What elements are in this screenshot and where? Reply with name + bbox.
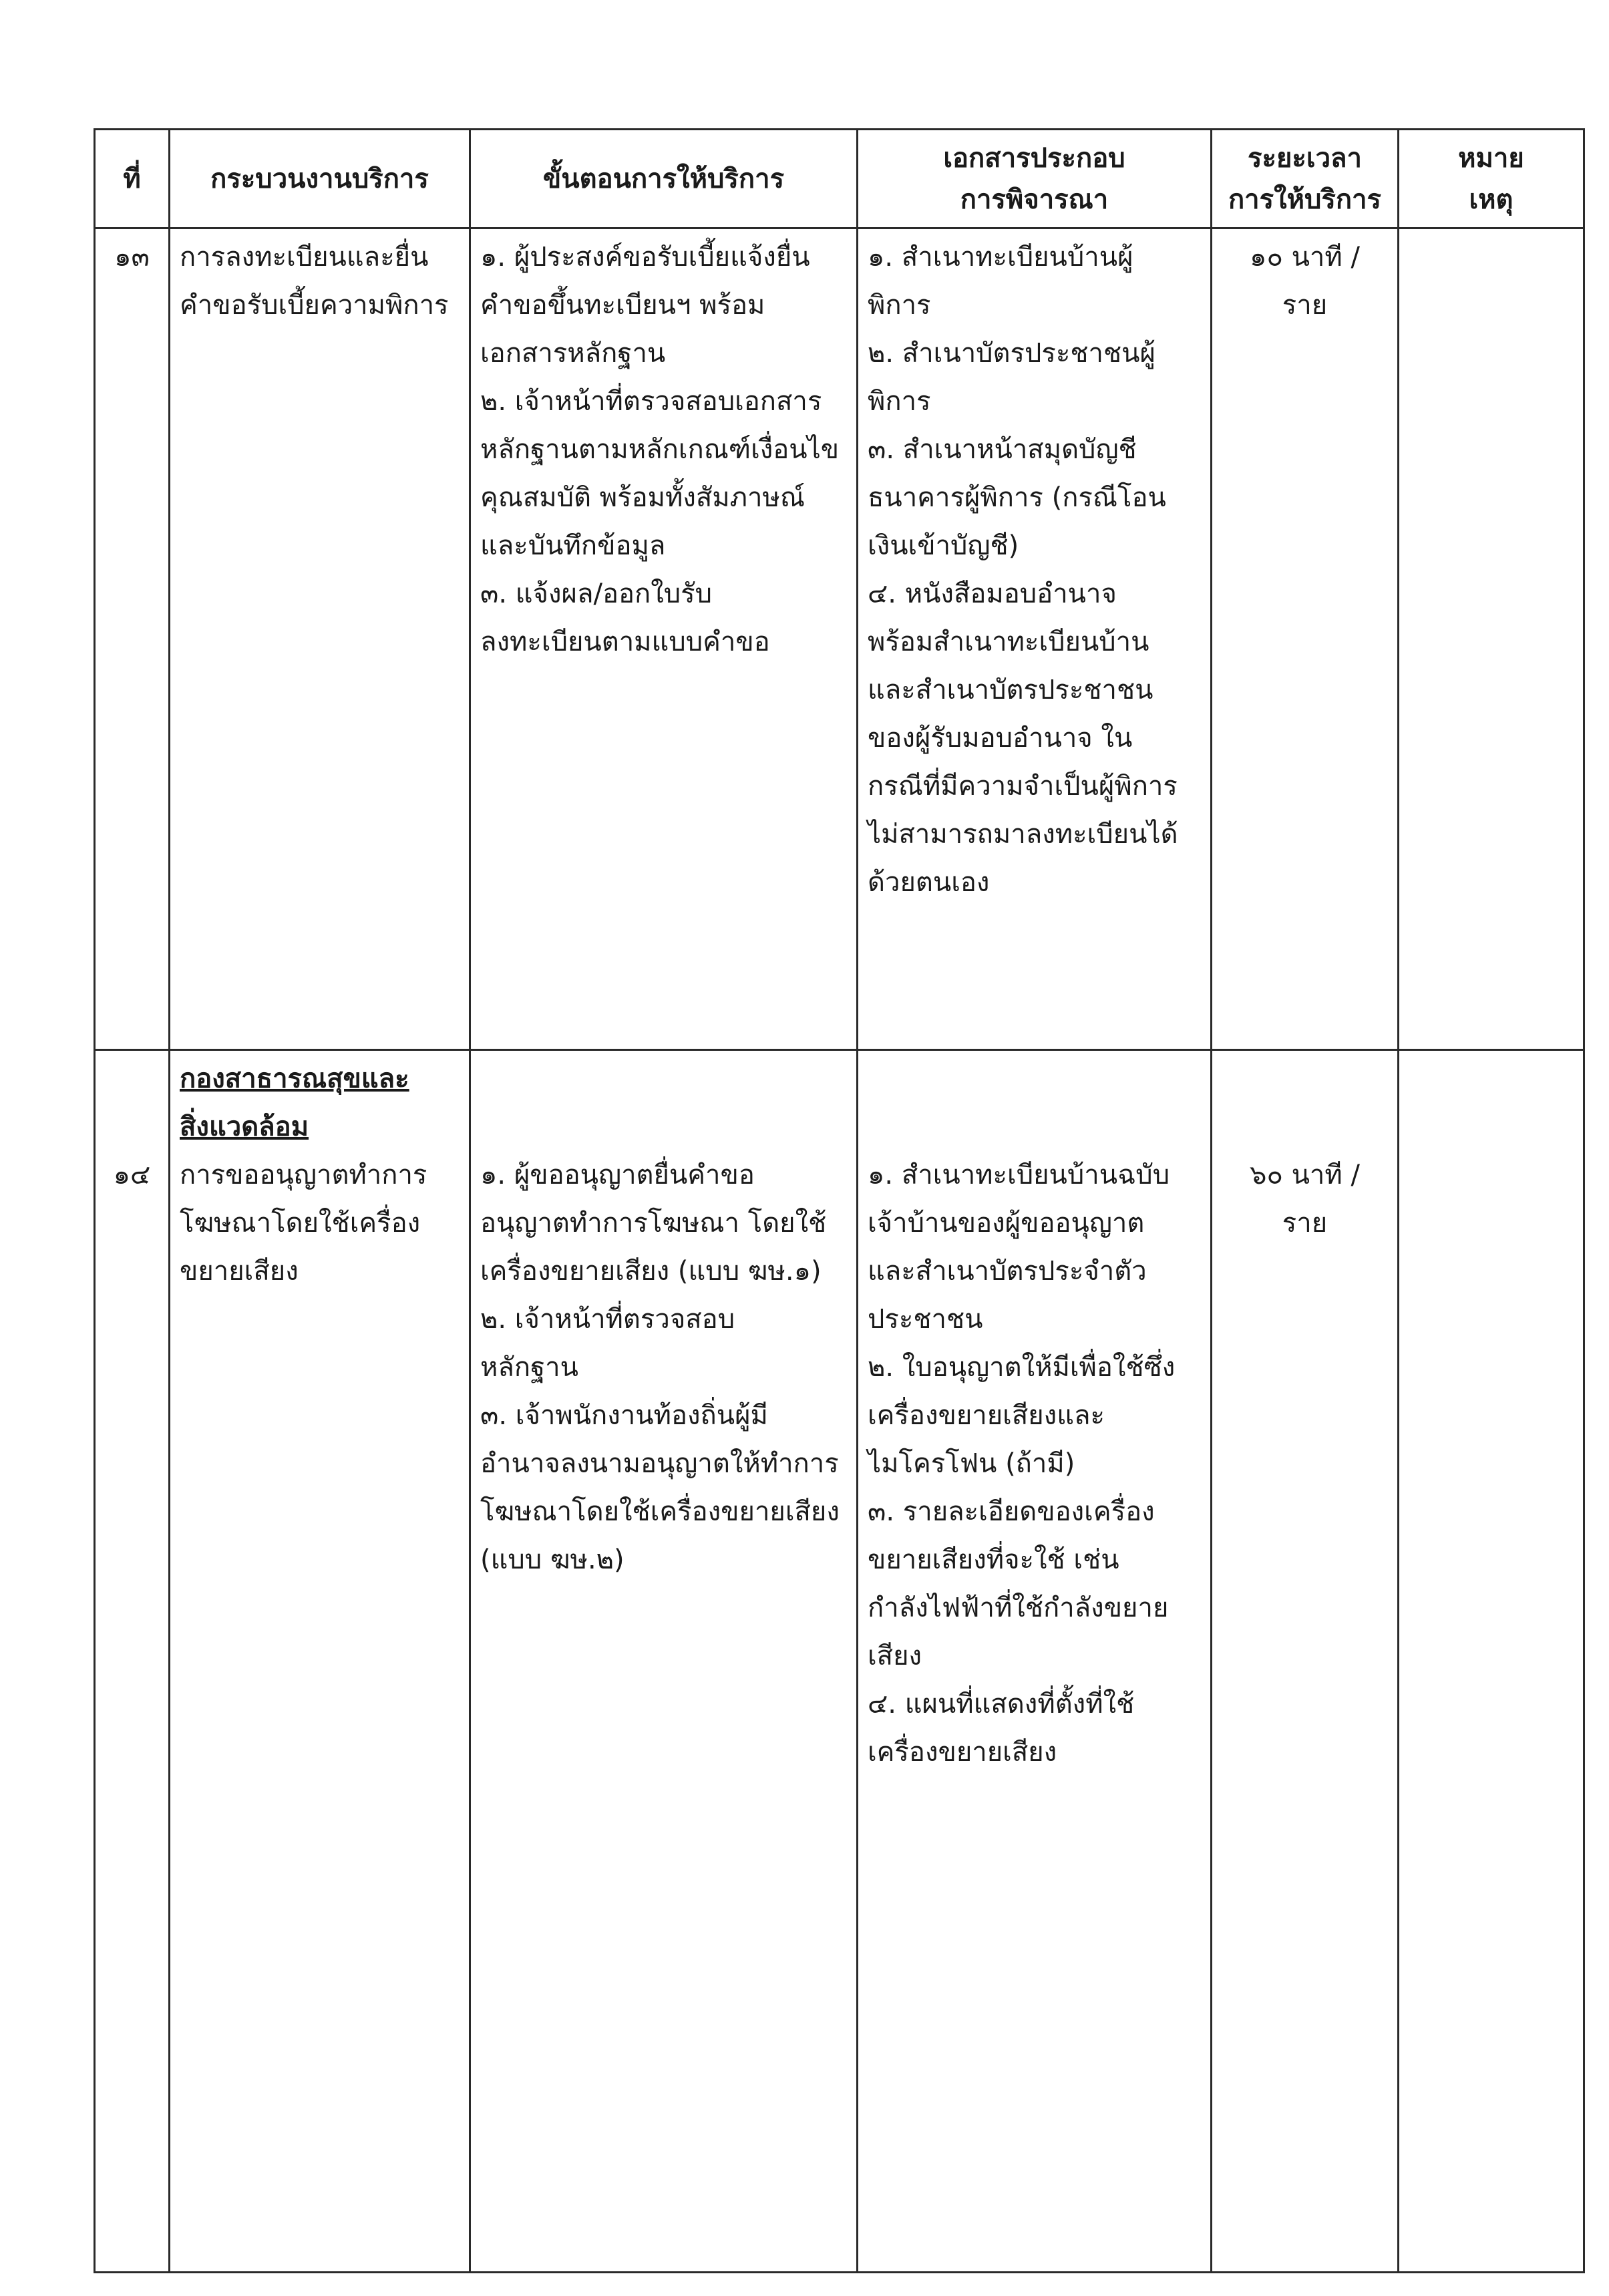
remark-cell bbox=[1399, 1050, 1584, 2273]
header-process: กระบวนงานบริการ bbox=[170, 130, 470, 228]
document-text: พิการ bbox=[868, 290, 931, 321]
step-text: อำนาจลงนามอนุญาตให้ทำการ bbox=[480, 1448, 839, 1479]
step-text: ๓. แจ้งผล/ออกใบรับ bbox=[480, 579, 713, 609]
steps-cell bbox=[470, 228, 858, 1050]
document-text: ๒. สำเนาบัตรประชาชนผู้ bbox=[868, 338, 1155, 369]
process-cell bbox=[170, 228, 470, 1050]
document-text: และสำเนาบัตรประชาชน bbox=[868, 675, 1153, 705]
document-text: ๒. ใบอนุญาตให้มีเพื่อใช้ซึ่ง bbox=[868, 1352, 1176, 1383]
step-text: และบันทึกข้อมูล bbox=[480, 530, 666, 561]
step-text: โฆษณาโดยใช้เครื่องขยายเสียง bbox=[480, 1496, 840, 1527]
process-cell bbox=[170, 1050, 470, 2273]
department-heading: กองสาธารณสุขและ bbox=[180, 1063, 409, 1094]
document-text: เจ้าบ้านของผู้ขออนุญาต bbox=[868, 1208, 1145, 1239]
step-text: อนุญาตทำการโฆษณา โดยใช้ bbox=[480, 1208, 827, 1239]
row-number bbox=[95, 1050, 170, 2273]
step-text: ๑. ผู้ขออนุญาตยื่นคำขอ bbox=[480, 1160, 755, 1190]
step-text: ๒. เจ้าหน้าที่ตรวจสอบเอกสาร bbox=[480, 386, 822, 417]
duration-text: ๑๐ นาที / bbox=[1250, 242, 1360, 273]
documents-cell bbox=[858, 1050, 1212, 2273]
document-text: ๔. หนังสือมอบอำนาจ bbox=[868, 579, 1117, 609]
document-text: ๓. สำเนาหน้าสมุดบัญชี bbox=[868, 434, 1137, 465]
process-text: การลงทะเบียนและยื่น bbox=[180, 242, 429, 273]
document-text: กรณีที่มีความจำเป็นผู้พิการ bbox=[868, 771, 1178, 802]
remark-cell bbox=[1399, 228, 1584, 1050]
documents-cell bbox=[858, 228, 1212, 1050]
table-row bbox=[95, 1050, 1584, 2273]
step-text: เครื่องขยายเสียง (แบบ ฆษ.๑) bbox=[480, 1256, 822, 1287]
step-text: หลักฐานตามหลักเกณฑ์เงื่อนไข bbox=[480, 434, 840, 465]
duration-cell bbox=[1212, 228, 1399, 1050]
step-text: ๓. เจ้าพนักงานท้องถิ่นผู้มี bbox=[480, 1400, 768, 1431]
step-text: ลงทะเบียนตามแบบคำขอ bbox=[480, 627, 770, 657]
header-remark: หมาย เหตุ bbox=[1399, 130, 1584, 228]
document-text: ๑. สำเนาทะเบียนบ้านผู้ bbox=[868, 242, 1133, 273]
step-text: เอกสารหลักฐาน bbox=[480, 338, 666, 369]
step-text: หลักฐาน bbox=[480, 1352, 578, 1383]
header-no: ที่ bbox=[95, 130, 170, 228]
step-text: ๒. เจ้าหน้าที่ตรวจสอบ bbox=[480, 1304, 735, 1335]
document-text: ด้วยตนเอง bbox=[868, 867, 990, 898]
steps-cell bbox=[470, 1050, 858, 2273]
duration-text: ราย bbox=[1282, 290, 1328, 321]
document-text: พิการ bbox=[868, 386, 931, 417]
step-text: (แบบ ฆษ.๒) bbox=[480, 1544, 624, 1575]
process-text: โฆษณาโดยใช้เครื่อง bbox=[180, 1208, 421, 1239]
process-text: ขยายเสียง bbox=[180, 1256, 299, 1287]
document-text: เครื่องขยายเสียง bbox=[868, 1737, 1057, 1768]
document-text: ขยายเสียงที่จะใช้ เช่น bbox=[868, 1544, 1119, 1575]
step-text: คำขอขึ้นทะเบียนฯ พร้อม bbox=[480, 290, 765, 321]
duration-cell bbox=[1212, 1050, 1399, 2273]
row-number bbox=[95, 228, 170, 1050]
process-text: การขออนุญาตทำการ bbox=[180, 1160, 427, 1190]
service-table bbox=[94, 128, 1585, 2273]
document-text: ๓. รายละเอียดของเครื่อง bbox=[868, 1496, 1155, 1527]
duration-text: ๖๐ นาที / bbox=[1250, 1160, 1360, 1190]
header-duration: ระยะเวลา การให้บริการ bbox=[1212, 130, 1399, 228]
document-text: และสำเนาบัตรประจำตัว bbox=[868, 1256, 1147, 1287]
header-steps: ขั้นตอนการให้บริการ bbox=[470, 130, 858, 228]
row-number-text: ๑๔ bbox=[113, 1160, 151, 1190]
document-text: เครื่องขยายเสียงและ bbox=[868, 1400, 1105, 1431]
document-text: ๔. แผนที่แสดงที่ตั้งที่ใช้ bbox=[868, 1689, 1135, 1719]
step-text: คุณสมบัติ พร้อมทั้งสัมภาษณ์ bbox=[480, 482, 805, 513]
process-text: คำขอรับเบี้ยความพิการ bbox=[180, 290, 449, 321]
document-text: ไมโครโฟน (ถ้ามี) bbox=[868, 1448, 1075, 1479]
document-text: ธนาคารผู้พิการ (กรณีโอน bbox=[868, 482, 1166, 513]
document-text: ไม่สามารถมาลงทะเบียนได้ bbox=[868, 819, 1178, 850]
document-text: เงินเข้าบัญชี) bbox=[868, 530, 1019, 561]
document-text: ประชาชน bbox=[868, 1304, 983, 1335]
department-heading: สิ่งแวดล้อม bbox=[180, 1112, 309, 1142]
document-text: ของผู้รับมอบอำนาจ ใน bbox=[868, 723, 1133, 754]
header-documents: เอกสารประกอบ การพิจารณา bbox=[858, 130, 1212, 228]
row-number-text: ๑๓ bbox=[114, 242, 150, 273]
document-text: เสียง bbox=[868, 1641, 922, 1671]
document-text: ๑. สำเนาทะเบียนบ้านฉบับ bbox=[868, 1160, 1170, 1190]
document-text: กำลังไฟฟ้าที่ใช้กำลังขยาย bbox=[868, 1593, 1169, 1623]
step-text: ๑. ผู้ประสงค์ขอรับเบี้ยแจ้งยื่น bbox=[480, 242, 810, 273]
header-row bbox=[95, 130, 1584, 228]
table-row bbox=[95, 228, 1584, 1050]
duration-text: ราย bbox=[1282, 1208, 1328, 1239]
document-text: พร้อมสำเนาทะเบียนบ้าน bbox=[868, 627, 1149, 657]
